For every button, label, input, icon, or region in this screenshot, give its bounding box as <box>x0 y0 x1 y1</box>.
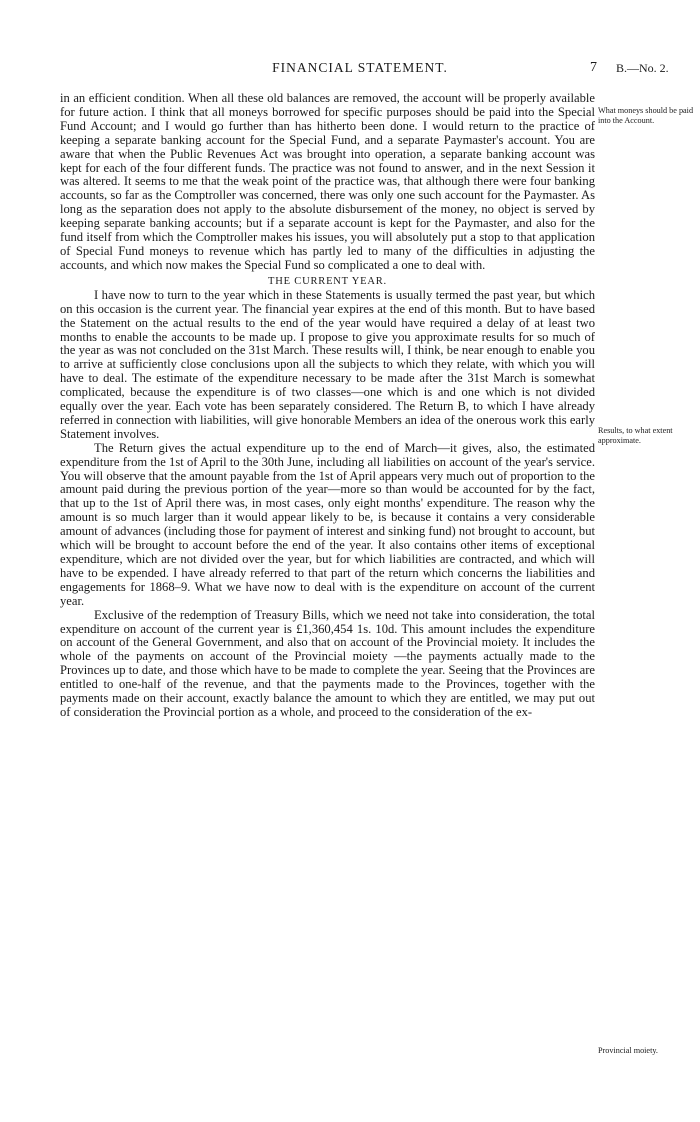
sidenote-results-approximate: Results, to what extent approximate. <box>598 426 673 445</box>
sidenote-moneys-account: What moneys should be paid into the Account. <box>598 106 694 125</box>
running-title: FINANCIAL STATEMENT. <box>272 60 448 75</box>
document-reference: B.—No. 2. <box>616 61 669 75</box>
sidenote-provincial-moiety: Provincial moiety. <box>598 1046 658 1055</box>
section-heading-current-year: THE CURRENT YEAR. <box>268 275 387 287</box>
paragraph-total-expenditure: Exclusive of the redemption of Treasury Bills, which we need not take into consideration, the total expenditure on account of the current year is £1,360,454 1s. 10d. This amount includes the expenditure on account of the General Government, and also that on account of the Provincial moiety. It includes the whole of the payments on account of the Provincial moiety —the payments actually made to the Provinces up to date, and those which have to be made to complete the year. Seeing that the Provinces are entitled to one-half of the revenue, and that the payments made to the Provinces, together with the payments made on their account, exactly balance the amount to which they are entitled, we may put out of consideration the Provincial portion as a whole, and proceed to the consideration of the ex- <box>60 607 595 719</box>
paragraph-special-fund: in an efficient condition. When all these old balances are removed, the account will be properly available for future action. I think that all moneys borrowed for specific purposes should be paid into the Special Fund Account; and I would go further than has hitherto been done. I would return to the practice of keeping a separate banking account for the Special Fund, and a separate Paymaster's account. You are aware that when the Public Revenues Act was brought into operation, a separate banking account was kept for each of the four different funds. The practice was not found to answer, and in the next Session it was altered. It seems to me that the weak point of the practice was, that although there were four banking accounts, so far as the Comptroller was concerned, there was only one such account for the Paymaster. As long as the separation does not apply to the absolute disbursement of the money, no object is served by keeping separate banking accounts; but if a separate account is kept for the Paymaster, and also for the fund itself from which the Comptroller makes his issues, you will absolutely put a stop to that application of Special Fund moneys to revenue which has partly led to many of the difficulties in adjusting the accounts, and which now makes the Special Fund so complicated a one to deal with. <box>60 91 595 272</box>
paragraph-current-year: I have now to turn to the year which in these Statements is usually termed the past year, but which on this occasion is the current year. The financial year expires at the end of this month. But to have based the Statement on the actual results to the end of the year would have required a delay of at least two months to enable the accounts to be made up. I propose to give you approximate results for so much of the year as was not concluded on the 31st March. These results will, I think, be near enough to enable you to arrive at sufficiently close conclusions upon all the subjects to which they relate, with which you will have to deal. The estimate of the expenditure necessary to be made after the 31st March is somewhat complicated, because the expenditure is of two classes—one which is and one which is not divided equally over the year. Each vote has been separately considered. The Return B, to which I have already referred in connection with liabilities, will give honorable Members an idea of the onerous work this early Statement involves. <box>60 287 595 441</box>
body-text <box>60 92 595 720</box>
page-header <box>60 60 690 80</box>
paragraph-return-expenditure: The Return gives the actual expenditure up to the end of March—it gives, also, the estimated expenditure from the 1st of April to the 30th June, including all liabilities on account of the year's service. You will observe that the amount payable from the 1st of April appears very much out of proportion to the amount paid during the previous portion of the year—more so than would be accounted for by the fact, that up to the 1st of April there was, in most cases, only eight months' expenditure. The reason why the amount is so much larger than it would appear likely to be, is because it contains a very considerable amount of advances (including those for payment of interest and sinking fund) not brought to account, but which will be brought to account before the end of the year. It also contains other items of exceptional expenditure, which are not divided over the year, but for which liabilities are contracted, and which will have to be expended. I have already referred to that part of the return which concerns the liabilities and engagements for 1868–9. What we have now to deal with is the expenditure on account of the current year. <box>60 440 595 608</box>
page-number: 7 <box>590 60 597 75</box>
